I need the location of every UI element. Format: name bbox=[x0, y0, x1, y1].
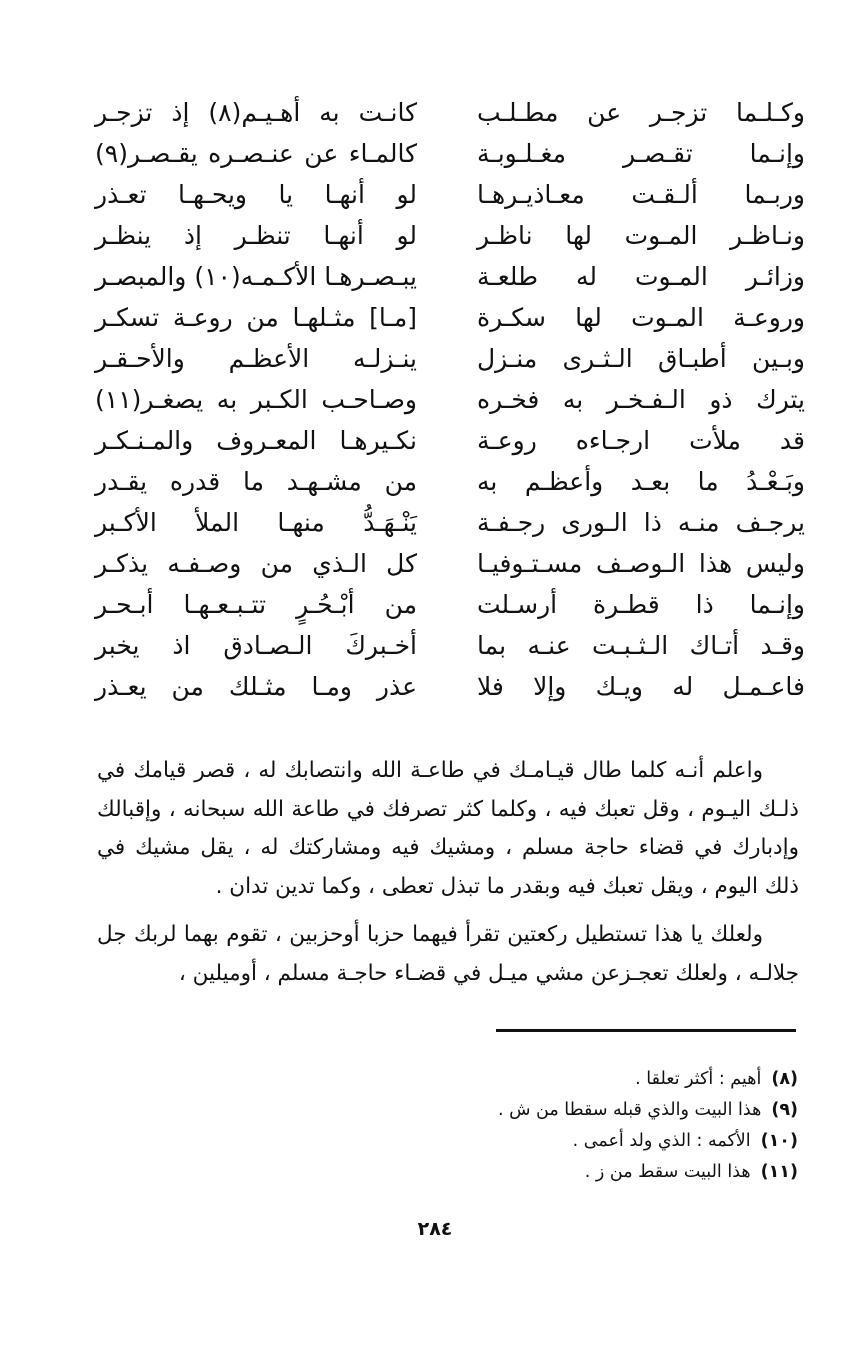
verse-second-hemistich: أخـبركَ الـصـادق اذ يخبر bbox=[95, 631, 417, 660]
verse-second-hemistich: من أبْـحُـرٍ تتـبـعـهـا أبـحـر bbox=[95, 590, 417, 619]
footnotes bbox=[378, 1064, 798, 1188]
verse-second-hemistich: ينـزلـه الأعظـم والأحـقـر bbox=[95, 344, 417, 373]
page-number: ٢٨٤ bbox=[417, 1218, 453, 1240]
footnote bbox=[378, 1095, 798, 1126]
verse-second-hemistich: نكـيرهـا المعـروف والمـنـكـر bbox=[95, 426, 417, 455]
verse-second-hemistich: كالمـاء عن عنـصـره يقـصـر(٩) bbox=[95, 139, 417, 168]
verse-second-hemistich: [مـا] مثـلهـا من روعـة تسكـر bbox=[95, 303, 417, 332]
verse bbox=[95, 379, 805, 421]
verse-first-hemistich: وليس هذا الـوصـف مسـتـوفيـا bbox=[477, 549, 805, 578]
verse-first-hemistich: وإنـما ذا قطـرة أرسـلت bbox=[477, 590, 805, 619]
verse bbox=[95, 256, 805, 298]
verse-second-hemistich: عذر ومـا مثـلك من يعـذر bbox=[95, 672, 417, 701]
footnote-separator bbox=[496, 1029, 796, 1032]
verse bbox=[95, 502, 805, 544]
verse bbox=[95, 625, 805, 667]
footnote-number: (٨) bbox=[771, 1069, 798, 1089]
footnote-number: (٩) bbox=[771, 1100, 798, 1120]
footnote-text: هذا البيت سقط من ز . bbox=[584, 1162, 751, 1182]
footnote bbox=[378, 1064, 798, 1095]
footnote-text: الأكمه : الذي ولد أعمى . bbox=[572, 1131, 751, 1151]
prose-body bbox=[97, 752, 799, 993]
verse-second-hemistich: وصـاحـب الكـبر به يصغـر(١١) bbox=[95, 385, 417, 414]
verse-first-hemistich: وربـما ألـقـت معـاذيـرهـا bbox=[477, 180, 805, 209]
verse-second-hemistich: من مشـهـد ما قدره يقـدر bbox=[95, 467, 417, 496]
verse-first-hemistich: وبَـعْـدُ ما بعـد وأعظـم به bbox=[477, 467, 805, 496]
verse bbox=[95, 215, 805, 257]
verse-second-hemistich: يبـصـرهـا الأكـمـه(١٠) والمبصـر bbox=[94, 262, 417, 291]
verse-first-hemistich: وزائـر المـوت له طلعـة bbox=[477, 262, 805, 291]
poem bbox=[95, 92, 805, 722]
verse bbox=[95, 92, 805, 134]
footnote-text: هذا البيت والذي قبله سقطا من ش . bbox=[497, 1100, 762, 1120]
verse-first-hemistich: وكـلـما تزجـر عن مطـلـب bbox=[477, 98, 805, 127]
verse-first-hemistich: وبـين أطبـاق الـثـرى منـزل bbox=[477, 344, 805, 373]
verse-second-hemistich: لو أنهـا يا ويحـهـا تعـذر bbox=[95, 180, 417, 209]
footnote bbox=[378, 1157, 798, 1188]
verse bbox=[95, 584, 805, 626]
verse-second-hemistich: كانـت به أهـيـم(٨) إذ تزجـر bbox=[95, 98, 417, 127]
verse bbox=[95, 297, 805, 339]
footnote bbox=[378, 1126, 798, 1157]
verse-first-hemistich: ونـاظـر المـوت لها ناظـر bbox=[477, 221, 805, 250]
verse-first-hemistich: يترك ذو الـفـخـر به فخـره bbox=[477, 385, 805, 414]
verse-second-hemistich: كل الـذي من وصـفـه يذكـر bbox=[95, 549, 417, 578]
verse bbox=[95, 666, 805, 708]
verse bbox=[95, 174, 805, 216]
verse-first-hemistich: وقـد أتـاك الـثـبـت عنـه بما bbox=[477, 631, 805, 660]
footnote-number: (١١) bbox=[760, 1162, 798, 1182]
verse bbox=[95, 133, 805, 175]
footnote-number: (١٠) bbox=[760, 1131, 798, 1151]
paragraph: واعلم أنـه كلما طال قيـامـك في طاعـة الله وانتصابك له ، قصر قيامك في ذلـك اليـوم ، وقل تعبك فيه ، وكلما كثر تصرفك في طاعة الله سبحانه ، وإقبالك وإدبارك في قضاء حاجة مسلم ، ومشيك فيه ومشاركتك له ، يقل مشيك في ذلك اليوم ، ويقل تعبك فيه وبقدر ما تبذل تعطى ، وكما تدين تدان . bbox=[97, 758, 799, 899]
verse-first-hemistich: وروعـة المـوت لها سكـرة bbox=[477, 303, 805, 332]
verse-second-hemistich: لو أنهـا تنظـر إذ ينظـر bbox=[95, 221, 417, 250]
verse-second-hemistich: يَنْـهَـدُّ منهـا الملأ الأكـبر bbox=[95, 508, 417, 537]
verse-first-hemistich: وإنـما تقـصـر مغـلـوبـة bbox=[477, 139, 805, 168]
paragraph: ولعلك يا هذا تستطيل ركعتين تقرأ فيهما حزبا أوحزبين ، تقوم بهما لربك جل جلالـه ، ولعلك تعجـزعن مشي ميـل في قضـاء حاجـة مسلم ، أوميلين ، bbox=[97, 922, 799, 986]
verse-first-hemistich: فاعـمـل له ويـك وإلا فلا bbox=[477, 672, 805, 701]
verse bbox=[95, 420, 805, 462]
footnote-text: أهيم : أكثر تعلقا . bbox=[635, 1069, 762, 1089]
verse bbox=[95, 338, 805, 380]
verse bbox=[95, 543, 805, 585]
verse-first-hemistich: قد ملأت ارجـاءه روعـة bbox=[477, 426, 805, 455]
verse-first-hemistich: يرجـف منـه ذا الـورى رجـفـة bbox=[477, 508, 805, 537]
verse bbox=[95, 461, 805, 503]
